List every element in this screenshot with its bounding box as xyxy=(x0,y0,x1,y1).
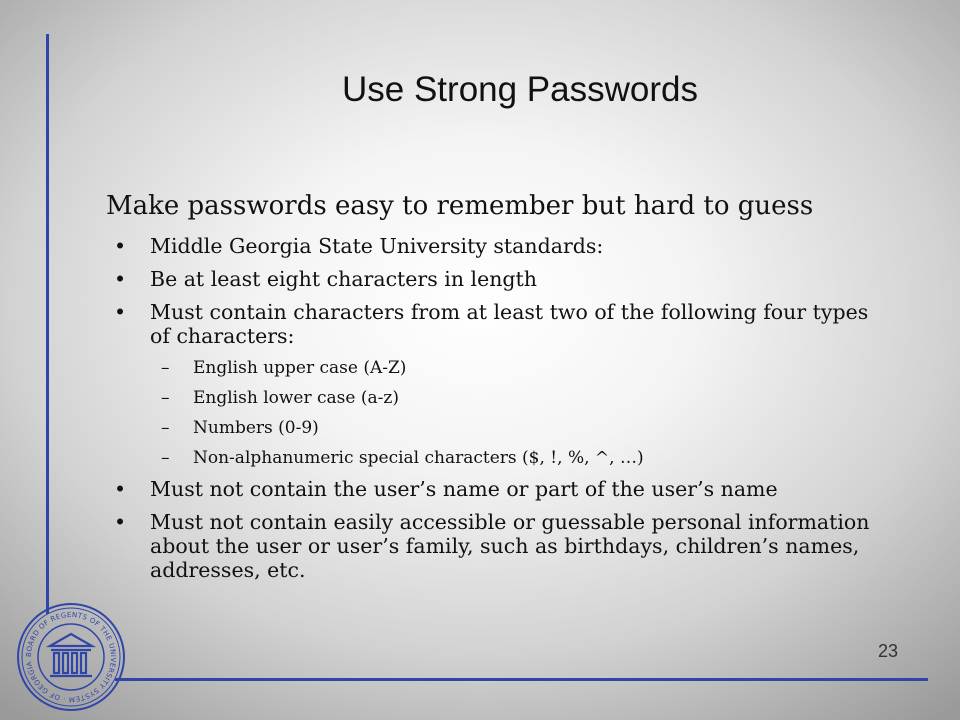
sub-bullet-item: – Non-alphanumeric special characters ($, !, %, ^, …) xyxy=(112,447,892,469)
page-number: 23 xyxy=(878,641,899,661)
svg-text:BOARD OF REGENTS OF THE UNIVER: BOARD OF REGENTS OF THE UNIVERSITY SYSTEM · OF GEORGIA xyxy=(24,610,118,704)
bullet-item: • Must not contain the user’s name or part of the user’s name xyxy=(112,477,892,501)
bullet-item: • Must not contain easily accessible or guessable personal information about the user or user’s family, such as birthdays, children’s names, addresses, etc. xyxy=(112,510,892,582)
sub-bullet-item: – English lower case (a-z) xyxy=(112,387,892,409)
board-of-regents-seal-logo xyxy=(14,600,128,714)
slide-subtitle: Make passwords easy to remember but hard to guess xyxy=(106,191,814,221)
left-accent-line xyxy=(46,34,49,614)
slide-title: Use Strong Passwords xyxy=(342,70,698,109)
bullet-item: • Must contain characters from at least two of the following four types of characters: xyxy=(112,300,892,348)
bullet-item: • Be at least eight characters in length xyxy=(112,267,892,291)
bullet-item: • Middle Georgia State University standards: xyxy=(112,234,892,258)
bullet-list xyxy=(112,234,892,591)
bottom-accent-line xyxy=(115,678,928,681)
sub-bullet-item: – English upper case (A-Z) xyxy=(112,357,892,379)
sub-bullet-item: – Numbers (0-9) xyxy=(112,417,892,439)
